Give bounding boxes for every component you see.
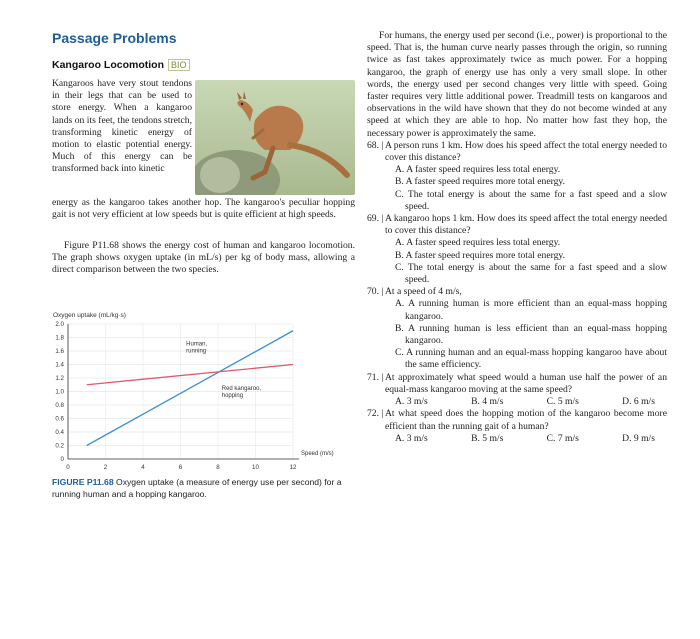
passage-paragraph-2: Figure P11.68 shows the energy cost of human and kangaroo locomotion. The graph shows oxygen uptake (in mL/s) per kg of body mass, allowing a direct comparison between the two species. [52, 240, 355, 276]
answer-option[interactable]: C. The total energy is about the same for a fast speed and a slow speed. [395, 188, 667, 212]
answer-option[interactable]: B. A faster speed requires more total energy. [395, 176, 565, 188]
y-tick-label: 2.0 [55, 321, 64, 328]
section-title: Passage Problems [52, 30, 177, 46]
annotation-kangaroo: Red kangaroo, [221, 386, 262, 393]
series-line-kangaroo [87, 365, 293, 385]
y-tick-label: 1.8 [55, 334, 64, 342]
y-tick-label: 1.6 [55, 348, 64, 355]
y-tick-label: 1.2 [55, 375, 64, 382]
answer-option[interactable]: B. A running human is less efficient than an equal-mass hopping kangaroo. [395, 322, 667, 347]
kangaroo-photo [195, 80, 355, 195]
passage-text-narrow: Kangaroos have very stout tendons in their legs that can be used to store energy. When a kangaroo lands on its feet, the tendons stretch, transforming kinetic energy of motion to elastic potential energy. Much of this energy can be transformed back into kinetic [52, 78, 192, 175]
question-text: At a speed of 4 m/s, [385, 286, 462, 298]
answer-option[interactable]: A. A faster speed requires less total energy. [395, 164, 561, 176]
x-tick-label: 12 [289, 464, 297, 471]
question-number: 70. | [367, 286, 384, 298]
questions-list [367, 140, 667, 445]
x-tick-label: 6 [178, 464, 183, 471]
question-number: 68. | [367, 139, 384, 151]
x-tick-label: 8 [216, 464, 220, 471]
bio-badge: BIO [168, 59, 190, 71]
question [367, 286, 667, 371]
x-tick-label: 4 [141, 464, 145, 471]
y-tick-label: 1.0 [55, 388, 64, 396]
y-tick-label: 0.6 [55, 415, 64, 423]
answer-option[interactable]: B. A faster speed requires more total energy. [395, 249, 565, 261]
x-axis-label: Speed (m/s) [301, 451, 334, 457]
question [367, 140, 667, 213]
y-tick-label: 0.8 [55, 402, 64, 409]
passage-text-wide: energy as the kangaroo takes another hop. The kangaroo's peculiar hopping gait is not very efficient at low speeds but is quite efficient at high speeds. [52, 197, 355, 221]
oxygen-uptake-chart [40, 307, 340, 472]
answer-options-row [385, 433, 667, 445]
question-text: At what speed does the hopping motion of the kangaroo become more efficient than the running gait of a human? [385, 408, 667, 432]
x-tick-label: 10 [252, 464, 259, 471]
answer-option[interactable]: C. 7 m/s [546, 432, 579, 444]
answer-option[interactable]: A. 3 m/s [395, 396, 428, 408]
answer-option[interactable]: C. 5 m/s [546, 396, 579, 408]
y-tick-label: 0.4 [55, 429, 64, 436]
y-tick-label: 0 [60, 456, 64, 463]
question-number: 69. | [367, 213, 384, 225]
intro-paragraph: For humans, the energy used per second (i.e., power) is proportional to the speed. That is, the human curve nearly passes through the origin, so running twice as fast takes approximately twice as much power. For a hopping kangaroo, the graph of energy use has only a very small slope. In other words, the energy used per second changes very little with speed. Going faster requires very little additional power. Treadmill tests on kangaroos and observations in the wild have shown that they do not become winded at any speed at which they are able to hop. No matter how fast they hop, the necessary power is approximately the same. [367, 30, 667, 139]
answer-option[interactable]: A. A running human is more efficient than an equal-mass hopping kangaroo. [395, 298, 667, 322]
question-number: 71. | [367, 371, 384, 383]
figure-label: FIGURE P11.68 [52, 477, 114, 487]
passage-title [52, 59, 190, 71]
annotation-human: Human, [186, 341, 208, 348]
question [367, 372, 667, 409]
answer-option[interactable]: B. 4 m/s [471, 396, 504, 408]
annotation-kangaroo: hopping [221, 393, 244, 400]
y-tick-label: 0.2 [55, 442, 64, 450]
answer-option[interactable]: D. 6 m/s [622, 396, 655, 408]
right-column [367, 30, 667, 445]
y-axis-label: Oxygen uptake (mL/kg·s) [53, 312, 126, 319]
x-tick-label: 0 [66, 464, 70, 471]
answer-option[interactable]: C. The total energy is about the same for a fast speed and a slow speed. [395, 261, 667, 286]
answer-option[interactable]: B. 5 m/s [471, 432, 504, 444]
question-text: A person runs 1 km. How does his speed affect the total energy needed to cover this distance? [385, 139, 667, 164]
question-number: 72. | [367, 408, 384, 420]
question-text: At approximately what speed would a human use half the power of an equal-mass kangaroo moving at the same speed? [385, 371, 667, 395]
figure-caption-text: Oxygen uptake (a measure of energy use per second) for a running human and a hopping kangaroo. [52, 477, 342, 499]
y-tick-label: 1.4 [55, 361, 64, 369]
question [367, 213, 667, 286]
answer-option[interactable]: D. 9 m/s [622, 432, 655, 444]
answer-option[interactable]: A. A faster speed requires less total energy. [395, 237, 561, 249]
question-text: A kangaroo hops 1 km. How does its speed affect the total energy needed to cover this distance? [385, 213, 667, 237]
figure-caption [52, 476, 352, 500]
x-tick-label: 2 [103, 464, 108, 471]
answer-option[interactable]: C. A running human and an equal-mass hopping kangaroo have about the same efficiency. [395, 347, 667, 371]
passage-title-text: Kangaroo Locomotion [52, 59, 164, 71]
answer-option[interactable]: A. 3 m/s [395, 432, 428, 444]
answer-options-row [385, 396, 667, 408]
annotation-human: running [186, 348, 207, 355]
question [367, 408, 667, 445]
